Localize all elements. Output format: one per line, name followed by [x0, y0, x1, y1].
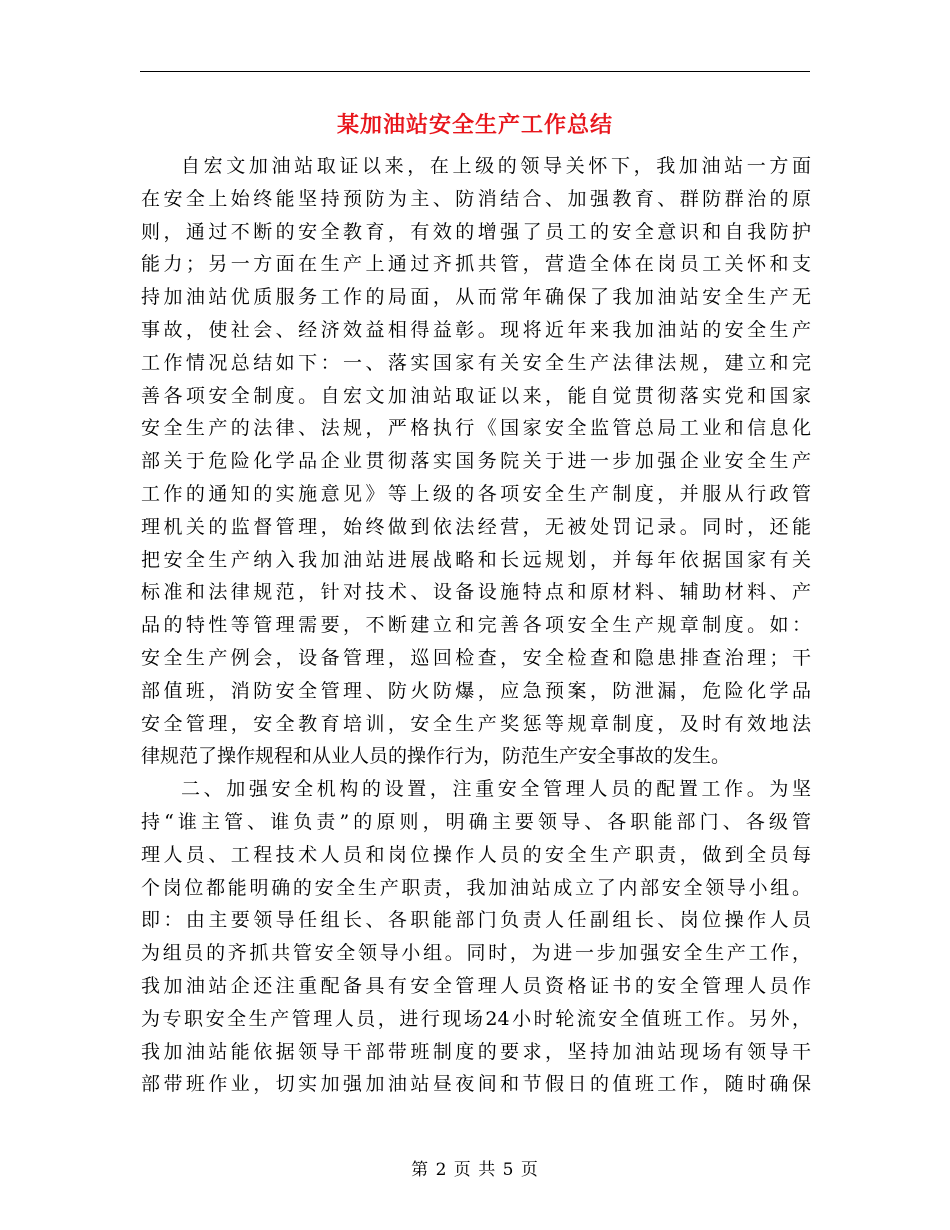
- body-line: 善各项安全制度。自宏文加油站取证以来，能自觉贯彻落实党和国家: [141, 384, 811, 407]
- body-line: 工作情况总结如下：一、落实国家有关安全生产法律法规，建立和完: [141, 351, 811, 374]
- body-line: 部带班作业，切实加强加油站昼夜间和节假日的值班工作，随时确保: [141, 1073, 811, 1096]
- body-line: 为专职安全生产管理人员，进行现场24小时轮流安全值班工作。另外，: [141, 1007, 811, 1030]
- body-line: 为组员的齐抓共管安全领导小组。同时，为进一步加强安全生产工作，: [141, 942, 811, 965]
- body-line: 个岗位都能明确的安全生产职责，我加油站成立了内部安全领导小组。: [141, 876, 811, 899]
- body-line: 部关于危险化学品企业贯彻落实国务院关于进一步加强企业安全生产: [141, 450, 811, 473]
- body-line: 我加油站能依据领导干部带班制度的要求，坚持加油站现场有领导干: [141, 1040, 811, 1063]
- body-line: 安全管理，安全教育培训，安全生产奖惩等规章制度，及时有效地法: [141, 712, 811, 735]
- body-line: 理人员、工程技术人员和岗位操作人员的安全生产职责，做到全员每: [141, 843, 811, 866]
- body-line: 律规范了操作规程和从业人员的操作行为，防范生产安全事故的发生。: [141, 745, 731, 768]
- body-line: 持“谁主管、谁负责”的原则，明确主要领导、各职能部门、各级管: [141, 810, 811, 833]
- body-line: 我加油站企还注重配备具有安全管理人员资格证书的安全管理人员作: [141, 974, 811, 997]
- document-title: 某加油站安全生产工作总结: [336, 112, 613, 138]
- body-line: 能力；另一方面在生产上通过齐抓共管，营造全体在岗员工关怀和支: [141, 253, 811, 276]
- body-line: 标准和法律规范，针对技术、设备设施特点和原材料、辅助材料、产: [141, 581, 811, 604]
- body-line: 安全生产例会，设备管理，巡回检查，安全检查和隐患排查治理；干: [141, 646, 811, 669]
- body-line: 工作的通知的实施意见》等上级的各项安全生产制度，并服从行政管: [141, 482, 811, 505]
- body-line: 自宏文加油站取证以来，在上级的领导关怀下，我加油站一方面: [181, 155, 811, 177]
- body-line: 则，通过不断的安全教育，有效的增强了员工的安全意识和自我防护: [141, 220, 811, 243]
- body-line: 把安全生产纳入我加油站进展战略和长远规划，并每年依据国家有关: [141, 548, 811, 571]
- body-line: 即：由主要领导任组长、各职能部门负责人任副组长、岗位操作人员: [141, 909, 811, 932]
- body-line: 安全生产的法律、法规，严格执行《国家安全监管总局工业和信息化: [141, 417, 811, 440]
- body-line: 在安全上始终能坚持预防为主、防消结合、加强教育、群防群治的原: [141, 187, 811, 210]
- body-line: 理机关的监督管理，始终做到依法经营，无被处罚记录。同时，还能: [141, 515, 811, 538]
- body-line: 持加油站优质服务工作的局面，从而常年确保了我加油站安全生产无: [141, 286, 811, 309]
- body-line: 部值班，消防安全管理、防火防爆，应急预案，防泄漏，危险化学品: [141, 679, 811, 702]
- header-rule: [140, 71, 810, 72]
- body-line: 二、加强安全机构的设置，注重安全管理人员的配置工作。为坚: [181, 778, 811, 801]
- body-line: 事故，使社会、经济效益相得益彰。现将近年来我加油站的安全生产: [141, 318, 811, 341]
- body-line: 品的特性等管理需要，不断建立和完善各项安全生产规章制度。如：: [141, 614, 811, 637]
- page-number: 第 2 页 共 5 页: [411, 1160, 539, 1180]
- document-body: [141, 150, 811, 1101]
